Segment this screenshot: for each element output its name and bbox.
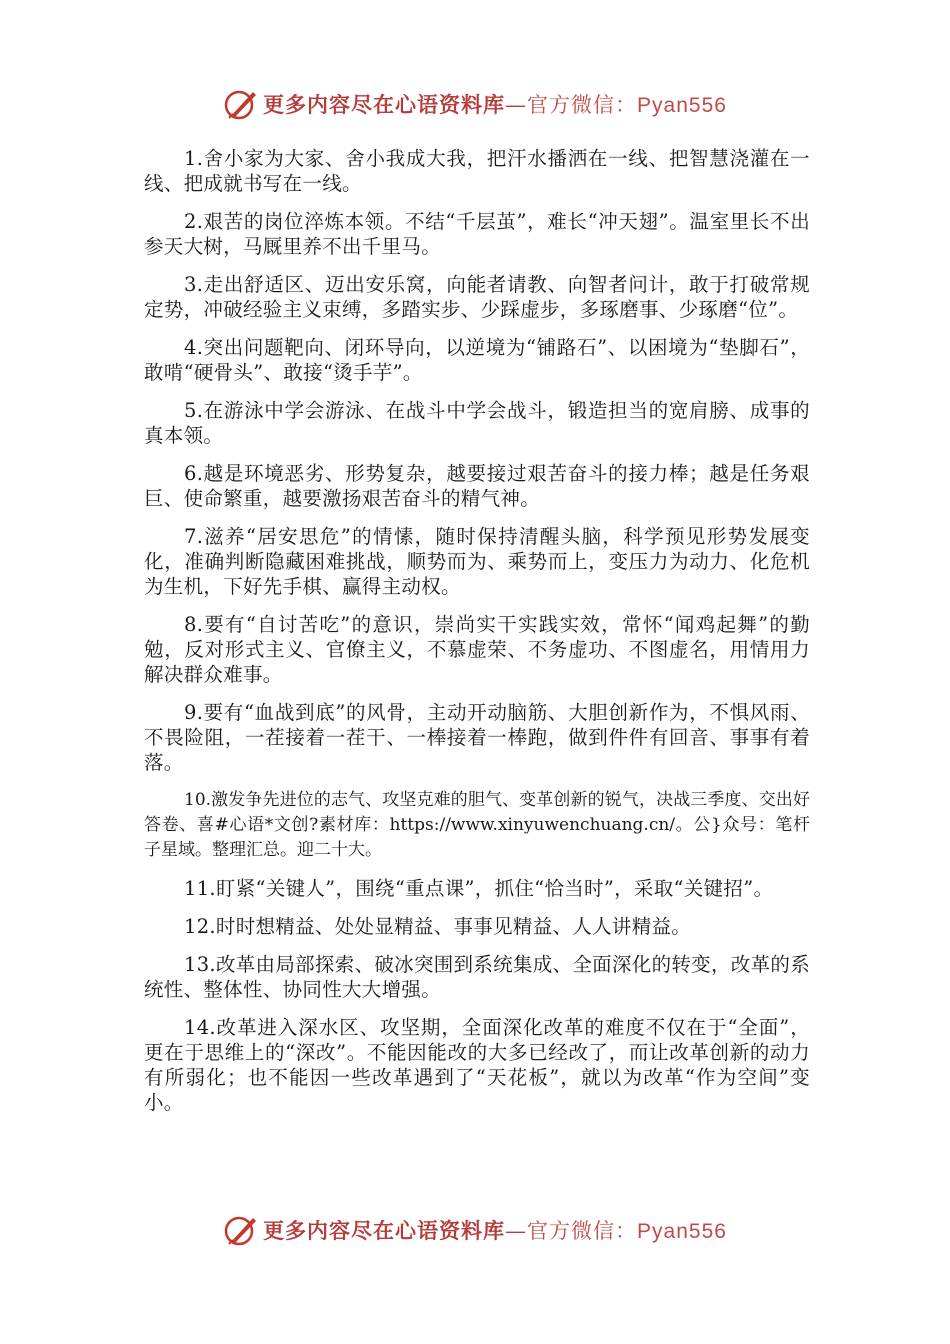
paragraph-11: 11.盯紧“关键人”，围绕“重点课”，抓住“恰当时”，采取“关键招”。 — [184, 877, 774, 900]
paragraph-10: 10.激发争先进位的志气、攻坚克难的胆气、变革创新的锐气，决战三季度、交出好答卷、喜#心语*文创?素材库：https://www.xinyuwenchuang.cn/。公}众号：笔杆子星域。整理汇总。迎二十大。 — [144, 790, 810, 860]
footer-separator: — — [505, 1219, 528, 1243]
header-brand: 更多内容尽在心语资料库 — [263, 92, 506, 117]
paragraph-9: 9.要有“血战到底”的风骨，主动开动脑筋、大胆创新作为，不惧风雨、不畏险阻，一茬接着一茬干、一棒接着一棒跑，做到件件有回音、事事有着落。 — [144, 701, 810, 774]
paragraph-7: 7.滋养“居安思危”的情愫，随时保持清醒头脑，科学预见形势发展变化，准确判断隐藏困难挑战，顺势而为、乘势而上，变压力为动力、化危机为生机，下好先手棋、赢得主动权。 — [144, 525, 810, 598]
header-text — [263, 89, 727, 119]
quill-pen-logo-icon — [223, 86, 259, 122]
footer-wechat-id: Pyan556 — [637, 1220, 727, 1243]
paragraph-8: 8.要有“自讨苦吃”的意识，崇尚实干实践实效，常怀“闻鸡起舞”的勤勉，反对形式主义、官僚主义，不慕虚荣、不务虚功、不图虚名，用情用力解决群众难事。 — [144, 613, 810, 686]
header-wechat-id: Pyan556 — [637, 94, 727, 117]
header-separator: — — [505, 93, 528, 117]
paragraph-13: 13.改革由局部探索、破冰突围到系统集成、全面深化的转变，改革的系统性、整体性、协同性大大增强。 — [144, 953, 810, 1001]
paragraph-1: 1.舍小家为大家、舍小我成大我，把汗水播洒在一线、把智慧浇灌在一线、把成就书写在一线。 — [144, 147, 810, 195]
document-body — [144, 146, 810, 1128]
paragraph-14: 14.改革进入深水区、攻坚期，全面深化改革的难度不仅在于“全面”，更在于思维上的“深改”。不能因能改的大多已经改了，而让改革创新的动力有所弱化；也不能因一些改革遇到了“天花板”，就以为改革“作为空间”变小。 — [144, 1016, 810, 1114]
paragraph-2: 2.艰苦的岗位淬炼本领。不结“千层茧”，难长“冲天翅”。温室里长不出参天大树，马厩里养不出千里马。 — [144, 210, 810, 258]
paragraph-12: 12.时时想精益、处处显精益、事事见精益、人人讲精益。 — [184, 915, 692, 938]
paragraph-6: 6.越是环境恶劣、形势复杂，越要接过艰苦奋斗的接力棒；越是任务艰巨、使命繁重，越要激扬艰苦奋斗的精气神。 — [144, 462, 810, 510]
footer-brand: 更多内容尽在心语资料库 — [263, 1218, 506, 1243]
paragraph-5: 5.在游泳中学会游泳、在战斗中学会战斗，锻造担当的宽肩膀、成事的真本领。 — [144, 399, 810, 447]
paragraph-4: 4.突出问题靶向、闭环导向，以逆境为“铺路石”、以困境为“垫脚石”，敢啃“硬骨头”、敢接“烫手芋”。 — [144, 336, 810, 384]
footer-text — [263, 1215, 727, 1245]
paragraph-3: 3.走出舒适区、迈出安乐窝，向能者请教、向智者问计，敢于打破常规定势，冲破经验主义束缚，多踏实步、少踩虚步，多琢磨事、少琢磨“位”。 — [144, 273, 810, 321]
footer-wechat-label: 官方微信： — [527, 1219, 638, 1243]
quill-pen-logo-icon — [223, 1212, 259, 1248]
header-wechat-label: 官方微信： — [527, 93, 638, 117]
footer-banner — [0, 1210, 950, 1250]
header-banner — [0, 84, 950, 124]
